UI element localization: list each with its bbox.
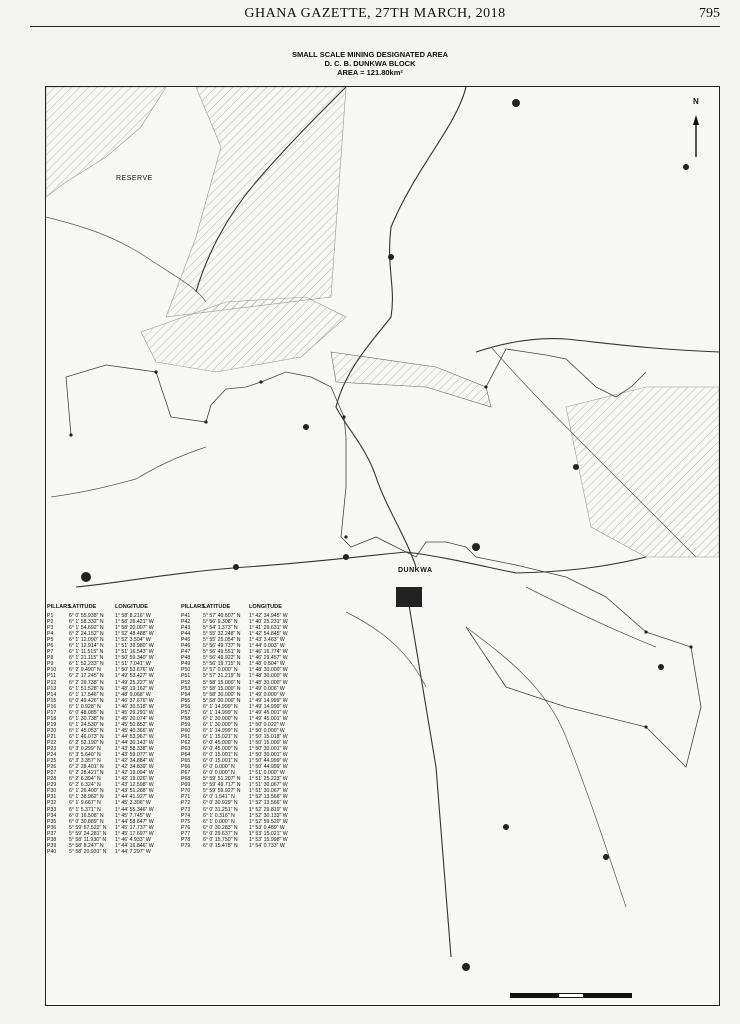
- table-cell: P12: [47, 679, 57, 686]
- table-cell: 1° 43' 59.077" W: [115, 752, 154, 759]
- table-cell: 1° 54' 0.733" W: [249, 842, 285, 849]
- table-cell: P7: [47, 649, 54, 656]
- table-cell: P65: [181, 758, 191, 765]
- table-cell: 1° 41' 29.631" W: [249, 625, 288, 632]
- table-cell: P55: [181, 697, 191, 704]
- table-cell: P71: [181, 794, 191, 801]
- road-south: [406, 587, 451, 957]
- table-cell: 1° 52' 59.520" W: [249, 818, 288, 825]
- table-cell: 6° 3' 3.357" N: [69, 758, 101, 765]
- table-cell: 6° 1' 26.400" N: [69, 788, 104, 795]
- settlement: [683, 164, 689, 170]
- table-cell: P8: [47, 655, 54, 662]
- table-cell: P73: [181, 806, 191, 813]
- table-cell: 5° 57' 31.219" N: [203, 673, 241, 680]
- table-cell: 1° 45' 50.852" W: [115, 721, 154, 728]
- settlement: [573, 464, 579, 470]
- table-cell: 1° 51' 30.067" W: [249, 788, 288, 795]
- table-cell: 1° 40' 25.231" W: [249, 619, 288, 626]
- table-cell: 6° 1' 12.090" N: [69, 637, 104, 644]
- table-header: [181, 604, 301, 613]
- table-cell: P35: [47, 818, 57, 825]
- table-cell: 1° 43' 51.288" W: [115, 788, 154, 795]
- settlement: [303, 424, 309, 430]
- table-cell: 1° 50' 30.001" W: [249, 752, 288, 759]
- table-cell: 6° 2' 52.190" N: [69, 739, 104, 746]
- map-title: [0, 50, 740, 77]
- table-cell: 1° 46' 16.774" W: [249, 649, 288, 656]
- table-cell: P41: [181, 613, 191, 619]
- map-title-line2: D. C. B. DUNKWA BLOCK: [324, 59, 416, 68]
- designated-strip: [331, 352, 491, 407]
- table-cell: 1° 51' 30.067" W: [249, 782, 288, 789]
- table-cell: 1° 50' 15.018" W: [249, 733, 288, 740]
- table-cell: 1° 42' 34.839" W: [115, 764, 154, 771]
- table-cell: 6° 1' 15.021" N: [203, 733, 238, 740]
- map-title-line3: AREA = 121.80km²: [337, 68, 403, 77]
- table-cell: P9: [47, 661, 54, 668]
- table-cell: 6° 0' 48.085" N: [69, 709, 104, 716]
- table-cell: 5° 58' 15.000" N: [203, 685, 241, 692]
- settlement: [233, 564, 239, 570]
- table-cell: P56: [181, 703, 191, 710]
- table-cell: P78: [181, 836, 191, 843]
- table-cell: 6° 1' 58.332" N: [69, 619, 104, 626]
- table-cell: 1° 58' 20.007" W: [115, 625, 154, 632]
- map-frame: [45, 86, 720, 1006]
- table-cell: P42: [181, 619, 191, 626]
- pillar-marker: [689, 645, 692, 648]
- table-cell: 6° 1' 11.515" N: [69, 649, 104, 656]
- pillar-marker: [644, 630, 647, 633]
- track-1: [51, 447, 206, 497]
- table-cell: 1° 45' 20.074" W: [115, 715, 154, 722]
- table-cell: P74: [181, 812, 191, 819]
- table-cell: 6° 0' 30.283" N: [203, 824, 238, 831]
- table-cell: 6° 2' 9.490" N: [69, 667, 101, 674]
- table-cell: 1° 50' 30.001" W: [249, 746, 288, 753]
- table-cell: 1° 44' 53.967" W: [115, 733, 154, 740]
- table-cell: 6° 1' 24.530" N: [69, 721, 104, 728]
- table-cell: P22: [47, 739, 57, 746]
- table-cell: 1° 52' 13.566" W: [249, 800, 288, 807]
- table-cell: P38: [47, 836, 57, 843]
- table-cell: 1° 52' 13.566" W: [249, 794, 288, 801]
- settlement: [503, 824, 509, 830]
- table-cell: P62: [181, 739, 191, 746]
- table-cell: P52: [181, 679, 191, 686]
- table-cell: 6° 2' 29.738" N: [69, 679, 104, 686]
- table-cell: 1° 49' 0.006" W: [249, 685, 285, 692]
- table-cell: 5° 56' 49.922" N: [203, 655, 241, 662]
- table-cell: 6° 1' 54.692" N: [69, 625, 104, 632]
- table-cell: 1° 53' 15.998" W: [249, 836, 288, 843]
- table-cell: 6° 1' 14.999" N: [203, 703, 238, 710]
- table-cell: 1° 49' 25.227" W: [115, 679, 154, 686]
- table-cell: 1° 42' 19.026" W: [115, 776, 154, 783]
- table-cell: 1° 46' 30.518" W: [115, 703, 154, 710]
- table-cell: 5° 58' 30.000" N: [203, 691, 241, 698]
- table-cell: 1° 48' 30.000" W: [249, 673, 288, 680]
- table-cell: 6° 0' 0.000" N: [203, 770, 235, 777]
- table-cell: 1° 44' 30.143" W: [115, 739, 154, 746]
- track-2: [346, 612, 426, 687]
- table-cell: P6: [47, 643, 54, 650]
- table-cell: P67: [181, 770, 191, 777]
- table-cell: P21: [47, 733, 57, 740]
- table-cell: 6° 1' 12.914" N: [69, 643, 104, 650]
- table-cell: 5° 58' 8.247" N: [69, 842, 104, 849]
- table-cell: 1° 58' 8.216" W: [115, 613, 151, 619]
- pillar-marker: [204, 420, 207, 423]
- table-cell: P4: [47, 631, 54, 638]
- table-cell: 1° 42' 19.094" W: [115, 770, 154, 777]
- table-cell: 1° 45' 40.366" W: [115, 727, 154, 734]
- table-cell: 5° 59' 49.717" N: [203, 782, 241, 789]
- table-cell: 5° 56' 49.737" N: [203, 643, 241, 650]
- table-cell: P14: [47, 691, 57, 698]
- table-cell: 5° 55' 25.054" N: [203, 637, 241, 644]
- table-cell: 1° 52' 48.488" W: [115, 631, 154, 638]
- column-header: PILLARS: [47, 604, 71, 610]
- column-header: LONGITUDE: [249, 604, 282, 610]
- settlement: [512, 99, 520, 107]
- table-cell: P20: [47, 727, 57, 734]
- table-cell: 1° 53' 0.489" W: [249, 824, 285, 831]
- table-cell: 6° 1' 5.371" N: [69, 806, 101, 813]
- table-cell: P70: [181, 788, 191, 795]
- table-cell: P29: [47, 782, 57, 789]
- table-header: [47, 604, 167, 613]
- table-cell: 6° 1' 30.000" N: [203, 715, 238, 722]
- table-cell: 1° 43' 58.338" W: [115, 746, 154, 753]
- reserve-label: RESERVE: [116, 175, 153, 182]
- table-cell: P17: [47, 709, 57, 716]
- table-cell: 1° 51' 39.980" W: [115, 643, 154, 650]
- table-cell: 6° 0' 30.889" N: [69, 818, 104, 825]
- table-cell: 1° 42' 34.945" W: [249, 613, 288, 619]
- table-cell: P23: [47, 746, 57, 753]
- table-cell: 1° 58' 26.421" W: [115, 619, 154, 626]
- table-cell: 6° 0' 15.478" N: [203, 842, 238, 849]
- table-cell: 1° 43' 12.598" W: [115, 782, 154, 789]
- settlement: [603, 854, 609, 860]
- table-cell: 1° 44' 7.297" W: [115, 848, 151, 855]
- table-cell: 6° 2' 6.324" N: [69, 782, 101, 789]
- settlement: [81, 572, 91, 582]
- table-cell: 1° 49' 14.999" W: [249, 697, 288, 704]
- table-cell: 6° 0' 0.000" N: [203, 764, 235, 771]
- table-cell: P24: [47, 752, 57, 759]
- river-main: [336, 87, 466, 567]
- pillar-marker: [342, 415, 345, 418]
- table-cell: P59: [181, 721, 191, 728]
- table-cell: 6° 1' 9.667" N: [69, 800, 101, 807]
- table-cell: 1° 48' 19.162" W: [115, 685, 154, 692]
- settlement: [462, 963, 470, 971]
- table-cell: P33: [47, 806, 57, 813]
- table-cell: 1° 48' 30.000" W: [249, 679, 288, 686]
- table-cell: 5° 59' 51.207" N: [203, 776, 241, 783]
- table-cell: 6° 1' 14.999" N: [203, 727, 238, 734]
- table-cell: 6° 0' 15.750" N: [203, 836, 238, 843]
- table-cell: P18: [47, 715, 57, 722]
- column-header: LATITUDE: [69, 604, 97, 610]
- column-header: PILLARS: [181, 604, 205, 610]
- table-cell: 6° 1' 17.546" N: [69, 691, 104, 698]
- table-cell: 1° 51' 7.041" W: [115, 661, 151, 668]
- table-cell: 6° 1' 38.962" N: [69, 794, 104, 801]
- table-cell: 1° 49' 53.427" W: [115, 673, 154, 680]
- table-cell: 6° 1' 0.316" N: [203, 812, 235, 819]
- table-cell: 1° 44' 55.346" W: [115, 806, 154, 813]
- town-label-dunkwa: DUNKWA: [398, 567, 433, 574]
- settlement: [472, 543, 480, 551]
- table-cell: 6° 0' 15.001" N: [203, 752, 238, 759]
- table-cell: P69: [181, 782, 191, 789]
- table-cell: 1° 52' 3.504" W: [115, 637, 151, 644]
- table-cell: P5: [47, 637, 54, 644]
- table-cell: P77: [181, 830, 191, 837]
- table-cell: 1° 48' 9.068" W: [115, 691, 151, 698]
- table-cell: 1° 52' 29.819" W: [249, 806, 288, 813]
- settlement-dunkwa: [396, 587, 422, 607]
- table-cell: P57: [181, 709, 191, 716]
- settlement: [343, 554, 349, 560]
- table-cell: 1° 53' 15.021" W: [249, 830, 288, 837]
- table-cell: 6° 0' 1.541" N: [203, 794, 235, 801]
- table-row: [47, 849, 167, 855]
- table-cell: P63: [181, 746, 191, 753]
- table-cell: P79: [181, 842, 191, 849]
- track-3: [526, 587, 656, 647]
- table-cell: P26: [47, 764, 57, 771]
- table-cell: P36: [47, 824, 57, 831]
- table-cell: P66: [181, 764, 191, 771]
- table-cell: 1° 49' 14.999" W: [249, 703, 288, 710]
- table-cell: 1° 50' 15.000" W: [249, 739, 288, 746]
- road-main: [76, 552, 646, 587]
- north-label: N: [693, 97, 699, 106]
- table-cell: P32: [47, 800, 57, 807]
- gazette-title: GHANA GAZETTE, 27TH MARCH, 2018: [244, 6, 506, 21]
- table-cell: P10: [47, 667, 57, 674]
- table-cell: 6° 3' 5.640" N: [69, 752, 101, 759]
- table-cell: 6° 1' 0.000" N: [203, 818, 235, 825]
- table-cell: 6° 1' 52.233" N: [69, 661, 104, 668]
- pillar-marker: [344, 535, 347, 538]
- table-cell: 1° 50' 59.340" W: [115, 655, 154, 662]
- table-cell: 1° 44' 16.846" W: [115, 842, 154, 849]
- table-cell: 5° 58' 15.000" N: [203, 679, 241, 686]
- map-title-line1: SMALL SCALE MINING DESIGNATED AREA: [291, 50, 449, 59]
- table-cell: 1° 44' 58.647" W: [115, 818, 154, 825]
- column-header: LONGITUDE: [115, 604, 148, 610]
- table-cell: P2: [47, 619, 54, 626]
- table-cell: 6° 2' 28.401" N: [69, 764, 104, 771]
- table-cell: 6° 0' 30.929" N: [203, 800, 238, 807]
- table-cell: 5° 54' 1.373" N: [203, 625, 238, 632]
- table-cell: P30: [47, 788, 57, 795]
- table-cell: 6° 2' 28.421" N: [69, 770, 104, 777]
- table-cell: P68: [181, 776, 191, 783]
- table-cell: P49: [181, 661, 191, 668]
- table-cell: P72: [181, 800, 191, 807]
- river-tributary-3: [466, 627, 626, 907]
- table-cell: 1° 46' 37.676" W: [115, 697, 154, 704]
- table-cell: 1° 49' 45.001" W: [249, 709, 288, 716]
- table-row: [181, 843, 301, 849]
- table-cell: 5° 58' 11.930" N: [69, 836, 107, 843]
- table-cell: P64: [181, 752, 191, 759]
- table-cell: P37: [47, 830, 57, 837]
- table-cell: P40: [47, 848, 57, 855]
- column-header: LATITUDE: [203, 604, 231, 610]
- table-cell: 5° 59' 59.927" N: [203, 788, 241, 795]
- table-cell: 6° 0' 29.637" N: [203, 830, 238, 837]
- table-cell: 1° 44' 0.003" W: [249, 643, 285, 650]
- table-cell: 5° 56' 9.308" N: [203, 619, 238, 626]
- table-cell: 1° 50' 44.999" W: [249, 764, 288, 771]
- table-cell: 1° 50' 44.999" W: [249, 758, 288, 765]
- table-cell: 1° 51' 25.223" W: [249, 776, 288, 783]
- table-cell: 1° 45' 29.291" W: [115, 709, 154, 716]
- table-cell: 5° 58' 20.931" N: [69, 848, 107, 855]
- reserve-area-north: [166, 87, 346, 317]
- table-cell: 1° 48' 30.000" W: [249, 667, 288, 674]
- table-cell: 1° 51' 0.000" W: [249, 770, 285, 777]
- table-cell: 6° 1' 45.053" N: [69, 727, 104, 734]
- table-column-right: [181, 604, 301, 849]
- table-cell: P39: [47, 842, 57, 849]
- table-cell: 6° 1' 30.000" N: [203, 721, 238, 728]
- boundary-line-east: [486, 349, 646, 397]
- settlement: [388, 254, 394, 260]
- table-cell: 1° 46' 4.933" W: [115, 836, 151, 843]
- table-cell: P44: [181, 631, 191, 638]
- table-cell: 6° 0' 49.426" N: [69, 697, 104, 704]
- pillar-marker: [644, 725, 647, 728]
- table-cell: 6° 0' 55.938" N: [69, 613, 104, 619]
- table-cell: 5° 58' 30.000" N: [203, 697, 241, 704]
- table-cell: P43: [181, 625, 191, 632]
- table-cell: P76: [181, 824, 191, 831]
- table-cell: 1° 49' 45.001" W: [249, 715, 288, 722]
- table-cell: P47: [181, 649, 191, 656]
- table-cell: 5° 57' 0.000" N: [203, 667, 238, 674]
- table-cell: P25: [47, 758, 57, 765]
- table-cell: 1° 45' 17.737" W: [115, 824, 154, 831]
- table-cell: P15: [47, 697, 57, 704]
- table-cell: P58: [181, 715, 191, 722]
- pillar-marker: [259, 380, 262, 383]
- table-cell: 1° 45' 17.697" W: [115, 830, 154, 837]
- table-cell: 1° 50' 0.022" W: [249, 721, 285, 728]
- table-cell: 1° 50' 0.000" W: [249, 727, 285, 734]
- table-cell: P11: [47, 673, 56, 680]
- table-cell: P16: [47, 703, 57, 710]
- table-cell: P34: [47, 812, 57, 819]
- table-cell: P13: [47, 685, 57, 692]
- gazette-header: [30, 4, 720, 27]
- table-cell: P45: [181, 637, 191, 644]
- table-cell: 1° 45' 7.745" W: [115, 812, 151, 819]
- table-cell: 6° 1' 46.073" N: [69, 733, 104, 740]
- table-cell: 5° 56' 49.551" N: [203, 649, 241, 656]
- table-cell: 6° 0' 45.000" N: [203, 746, 238, 753]
- table-cell: 1° 46' 29.457" W: [249, 655, 288, 662]
- table-cell: P46: [181, 643, 191, 650]
- table-cell: 1° 50' 53.676" W: [115, 667, 154, 674]
- table-cell: P27: [47, 770, 57, 777]
- table-cell: P75: [181, 818, 191, 825]
- table-cell: 1° 42' 54.845" W: [249, 631, 288, 638]
- table-column-left: [47, 604, 167, 855]
- table-cell: 6° 1' 14.999" N: [203, 709, 238, 716]
- table-cell: 5° 59' 57.522" N: [69, 824, 107, 831]
- table-cell: P60: [181, 727, 191, 734]
- table-cell: 1° 48' 0.504" W: [249, 661, 285, 668]
- table-cell: P61: [181, 733, 191, 740]
- table-cell: 1° 43' 3.463" W: [249, 637, 285, 644]
- table-cell: P54: [181, 691, 191, 698]
- table-cell: 1° 49' 0.000" W: [249, 691, 285, 698]
- north-arrow-icon: [693, 115, 699, 157]
- table-cell: P3: [47, 625, 54, 632]
- table-cell: 5° 59' 24.281" N: [69, 830, 107, 837]
- table-cell: P53: [181, 685, 191, 692]
- table-cell: 6° 2' 24.152" N: [69, 631, 104, 638]
- table-cell: 6° 0' 16.508" N: [69, 812, 104, 819]
- table-cell: P48: [181, 655, 191, 662]
- pillar-marker: [154, 370, 157, 373]
- page-number: 795: [699, 6, 720, 21]
- table-cell: 6° 1' 30.738" N: [69, 715, 104, 722]
- table-cell: 1° 45' 3.396" W: [115, 800, 151, 807]
- table-cell: 5° 57' 40.607" N: [203, 613, 241, 619]
- table-cell: 5° 55' 32.248" N: [203, 631, 241, 638]
- table-cell: P31: [47, 794, 57, 801]
- pillar-marker: [484, 385, 487, 388]
- table-cell: 1° 52' 30.133" W: [249, 812, 288, 819]
- table-cell: 6° 1' 51.528" N: [69, 685, 104, 692]
- table-cell: 6° 0' 15.001" N: [203, 758, 238, 765]
- settlement: [658, 664, 664, 670]
- table-cell: P1: [47, 613, 54, 619]
- table-cell: 6° 2' 6.394" N: [69, 776, 101, 783]
- table-cell: 6° 0' 31.251" N: [203, 806, 238, 813]
- table-cell: 1° 44' 41.927" W: [115, 794, 154, 801]
- table-cell: 6° 0' 45.000" N: [203, 739, 238, 746]
- table-cell: 1° 42' 34.884" W: [115, 758, 154, 765]
- table-cell: P50: [181, 667, 191, 674]
- table-cell: 6° 2' 17.245" N: [69, 673, 104, 680]
- table-cell: 6° 1' 0.928" N: [69, 703, 101, 710]
- table-cell: 6° 1' 21.115" N: [69, 655, 104, 662]
- reserve-area-east: [566, 387, 719, 557]
- table-cell: P28: [47, 776, 57, 783]
- pillar-marker: [69, 433, 72, 436]
- table-cell: P19: [47, 721, 57, 728]
- scale-bar: [510, 993, 632, 998]
- table-cell: 5° 56' 19.715" N: [203, 661, 241, 668]
- map-canvas: [46, 87, 719, 1005]
- table-cell: 1° 51' 16.543" W: [115, 649, 154, 656]
- table-cell: 6° 3' 0.299" N: [69, 746, 101, 753]
- table-cell: P51: [181, 673, 191, 680]
